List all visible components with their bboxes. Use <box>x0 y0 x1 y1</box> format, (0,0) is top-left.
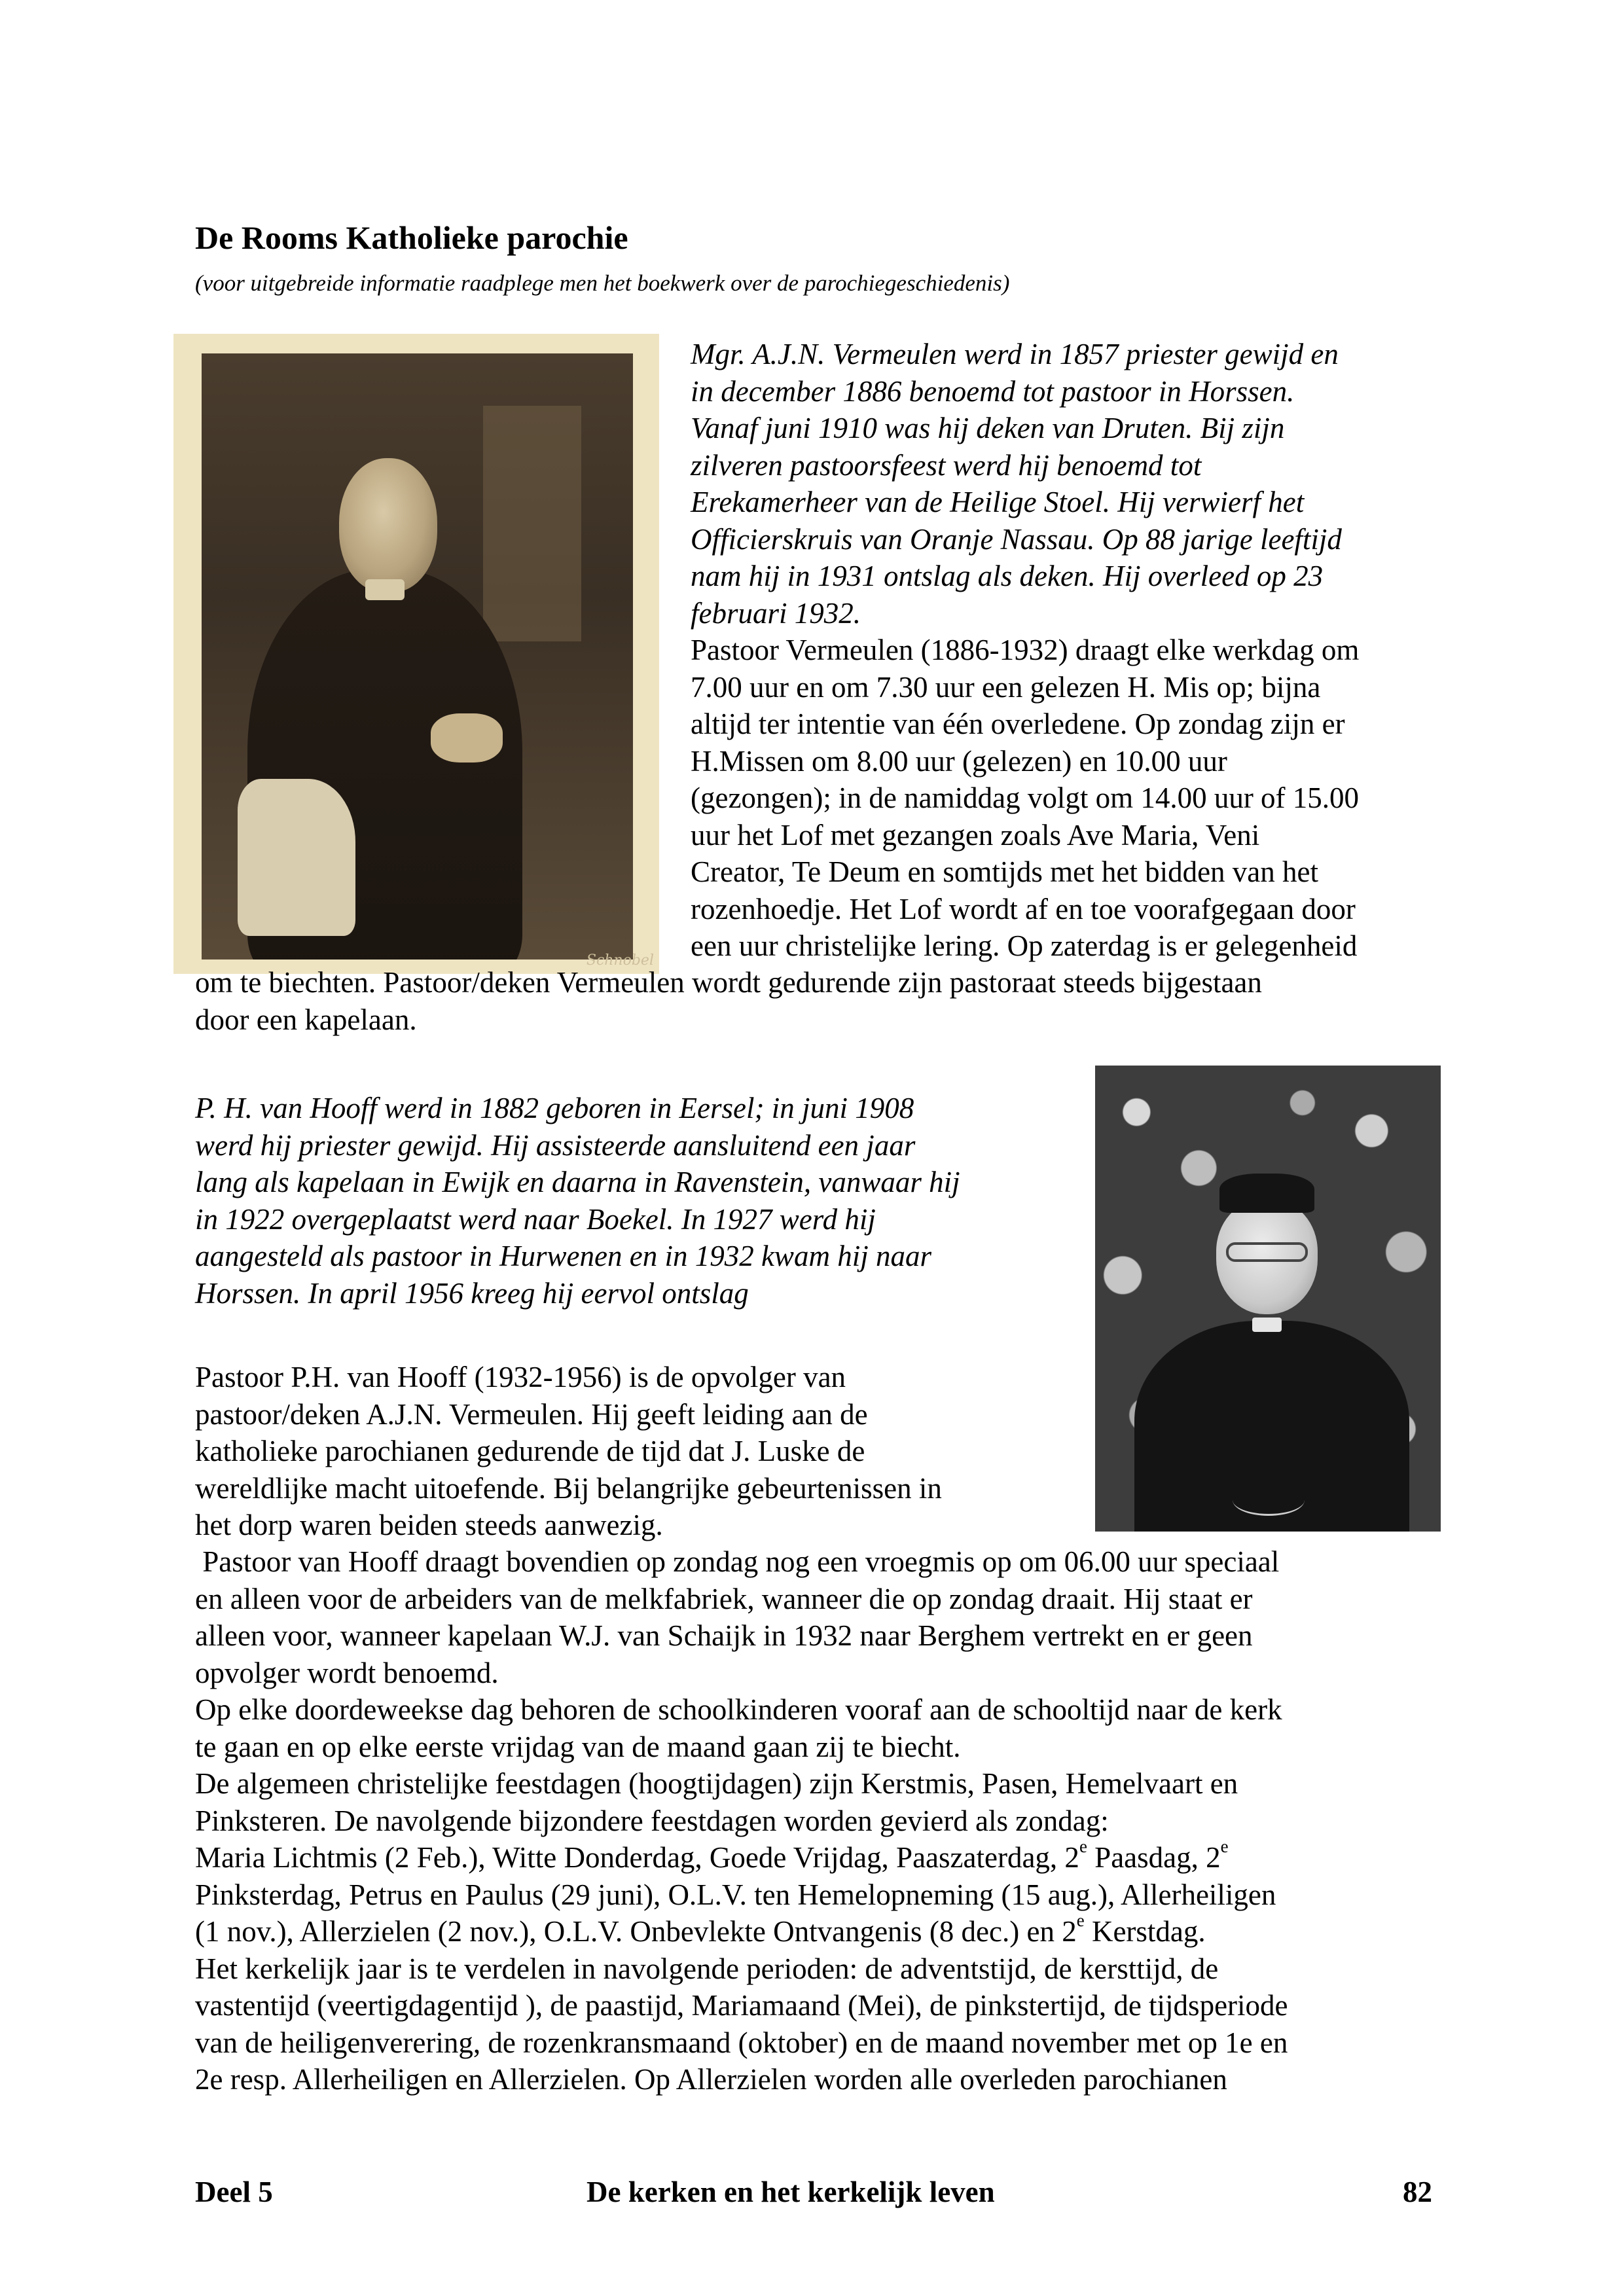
text-line: Pastoor P.H. van Hooff (1932-1956) is de opvolger van <box>195 1361 846 1393</box>
footer-part: Deel 5 <box>195 2176 273 2208</box>
text-line: door een kapelaan. <box>195 1003 417 1036</box>
text-line: katholieke parochianen gedurende de tijd dat J. Luske de <box>195 1435 865 1467</box>
text-line: lang als kapelaan in Ewijk en daarna in Ravenstein, vanwaar hij <box>195 1166 960 1198</box>
text-line: Pastoor van Hooff draagt bovendien op zondag nog een vroegmis op om 06.00 uur speciaal <box>195 1545 1280 1578</box>
text-line: Mgr. A.J.N. Vermeulen werd in 1857 priester gewijd en <box>691 338 1339 370</box>
text-line: opvolger wordt benoemd. <box>195 1656 499 1689</box>
text-line: alleen voor, wanneer kapelaan W.J. van Schaijk in 1932 naar Berghem vertrekt en er geen <box>195 1619 1253 1652</box>
text-line: Pinksteren. De navolgende bijzondere feestdagen worden gevierd als zondag: <box>195 1804 1109 1837</box>
text-line: Officierskruis van Oranje Nassau. Op 88 jarige leeftijd <box>691 522 1342 556</box>
text-line: altijd ter intentie van één overledene. Op zondag zijn er <box>691 708 1345 740</box>
church-year-paragraph <box>195 1543 1288 2098</box>
portrait-van-hooff-photo <box>1095 1066 1441 1532</box>
text-line: P. H. van Hooff werd in 1882 geboren in Eersel; in juni 1908 <box>195 1092 914 1124</box>
text-line: 7.00 uur en om 7.30 uur een gelezen H. Mis op; bijna <box>691 670 1321 704</box>
feast-days-line: (1 nov.), Allerzielen (2 nov.), O.L.V. Onbevlekte Ontvangenis (8 dec.) en 2e Kerstdag. <box>195 1910 1206 1948</box>
text-line: Creator, Te Deum en somtijds met het bidden van het <box>691 855 1318 888</box>
text-line: vastentijd (veertigdagentijd ), de paastijd, Mariamaand (Mei), de pinkstertijd, de tijdsperiode <box>195 1989 1288 2022</box>
text-line: rozenhoedje. Het Lof wordt af en toe voorafgegaan door <box>691 892 1356 925</box>
portrait-vermeulen-photo <box>173 334 659 974</box>
photo-signature: Schnobel <box>586 952 654 969</box>
page-subtitle: (voor uitgebreide informatie raadplege men het boekwerk over de parochiegeschiedenis) <box>195 270 1010 296</box>
text-line: om te biechten. Pastoor/deken Vermeulen wordt gedurende zijn pastoraat steeds bijgestaan <box>195 966 1262 999</box>
text-line: februari 1932. <box>691 596 861 630</box>
text-line: Het kerkelijk jaar is te verdelen in navolgende perioden: de adventstijd, de kersttijd, de <box>195 1952 1219 1985</box>
text-line: in 1922 overgeplaatst werd naar Boekel. In 1927 werd hij <box>195 1202 876 1236</box>
text-line: pastoor/deken A.J.N. Vermeulen. Hij geeft leiding aan de <box>195 1397 868 1431</box>
text-line: H.Missen om 8.00 uur (gelezen) en 10.00 uur <box>691 744 1227 778</box>
text-line: werd hij priester gewijd. Hij assisteerde aansluitend een jaar <box>195 1128 916 1162</box>
text-line: Vanaf juni 1910 was hij deken van Druten. Bij zijn <box>691 412 1285 444</box>
text-line: aangesteld als pastoor in Hurwenen en in 1932 kwam hij naar <box>195 1240 931 1272</box>
vermeulen-continuation <box>195 964 1262 1038</box>
van-hooff-leadership-paragraph <box>195 1359 942 1544</box>
text-line: te gaan en op elke eerste vrijdag van de maand gaan zij te biecht. <box>195 1730 961 1763</box>
text-line: zilveren pastoorsfeest werd hij benoemd tot <box>691 448 1202 482</box>
text-line: in december 1886 benoemd tot pastoor in Horssen. <box>691 374 1295 408</box>
text-line: (gezongen); in de namiddag volgt om 14.00 uur of 15.00 <box>691 781 1360 814</box>
text-line: nam hij in 1931 ontslag als deken. Hij overleed op 23 <box>691 560 1324 592</box>
text-line: 2e resp. Allerheiligen en Allerzielen. Op Allerzielen worden alle overleden parochianen <box>195 2063 1227 2096</box>
text-line: uur het Lof met gezangen zoals Ave Maria, Veni <box>691 818 1260 852</box>
text-line: van de heiligenverering, de rozenkransmaand (oktober) en de maand november met op 1e en <box>195 2026 1288 2059</box>
feast-days-line: Maria Lichtmis (2 Feb.), Witte Donderdag, Goede Vrijdag, Paaszaterdag, 2e Paasdag, 2e <box>195 1837 1229 1874</box>
text-line: het dorp waren beiden steeds aanwezig. <box>195 1509 663 1541</box>
text-line: Pastoor Vermeulen (1886-1932) draagt elke werkdag om <box>691 634 1360 666</box>
text-line: een uur christelijke lering. Op zaterdag is er gelegenheid <box>691 929 1358 962</box>
vermeulen-bio-paragraph <box>691 336 1342 632</box>
text-line: wereldlijke macht uitoefende. Bij belangrijke gebeurtenissen in <box>195 1471 942 1505</box>
text-line: De algemeen christelijke feestdagen (hoogtijdagen) zijn Kerstmis, Pasen, Hemelvaart en <box>195 1767 1238 1800</box>
page-title: De Rooms Katholieke parochie <box>195 219 628 256</box>
text-line: en alleen voor de arbeiders van de melkfabriek, wanneer die op zondag draait. Hij staat er <box>195 1582 1253 1615</box>
van-hooff-bio-paragraph <box>195 1090 960 1312</box>
text-line: Horssen. In april 1956 kreeg hij eervol ontslag <box>195 1276 749 1310</box>
text-line: Op elke doordeweekse dag behoren de schoolkinderen vooraf aan de schooltijd naar de kerk <box>195 1693 1282 1726</box>
vermeulen-mass-paragraph <box>691 632 1359 965</box>
footer-chapter-title: De kerken en het kerkelijk leven <box>586 2176 995 2208</box>
page-number: 82 <box>1403 2176 1432 2208</box>
text-line: Erekamerheer van de Heilige Stoel. Hij verwierf het <box>691 486 1305 518</box>
text-line: Pinksterdag, Petrus en Paulus (29 juni), O.L.V. ten Hemelopneming (15 aug.), Allerheiligen <box>195 1878 1276 1911</box>
